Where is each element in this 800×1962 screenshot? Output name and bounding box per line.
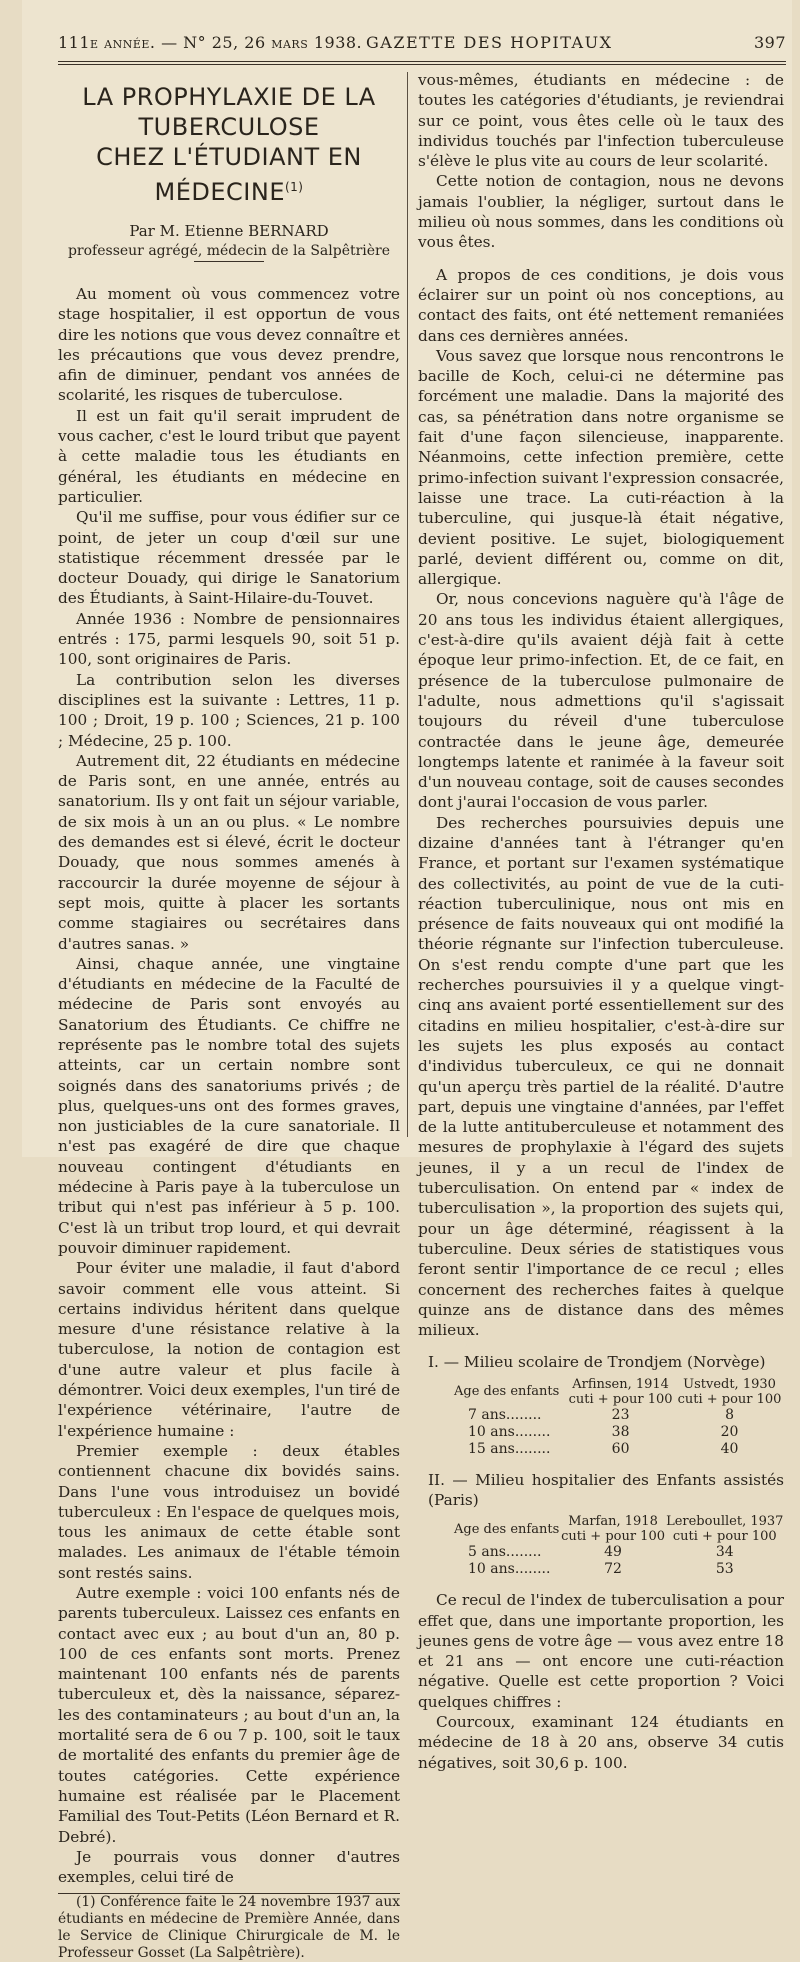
paragraph: Je pourrais vous donner d'autres exemples, celui tiré de: [58, 1847, 400, 1887]
header-rule: [58, 61, 786, 62]
paragraph: Au moment où vous commencez votre stage hospitalier, il est opportun de vous dire les notions que vous devez connaître et les précautions que vous devez prendre, afin de diminuer, pendant vos années de scolarité, les risques de tuberculose.: [58, 285, 400, 405]
paragraph: Autrement dit, 22 étudiants en médecine de Paris sont, en une année, entrés au sanatorium. Ils y ont fait un séjour variable, de six mois à un an ou plus. « Le nombre des demandes est si élevé, écrit le docteur Douady, que nous sommes amenés à raccourcir la durée moyenne de séjour à sept mois, quitte à placer les sortants comme stagiaires ou secrétaires dans d'autres sanas. »: [58, 751, 400, 953]
column-divider: [407, 72, 408, 1137]
paragraph: La contribution selon les diverses disciplines est la suivante : Lettres, 11 p. 100 ; Droit, 19 p. 100 ; Sciences, 21 p. 100 ; Médecine, 25 p. 100.: [58, 670, 400, 750]
paragraph: Cette notion de contagion, nous ne devons jamais l'oublier, la négliger, surtout dans le milieu où nous sommes, dans les conditions où vous êtes.: [418, 172, 784, 252]
table-row: 5 ans........ 49 34: [468, 1544, 734, 1561]
title-line-1: LA PROPHYLAXIE DE LA TUBERCULOSE: [82, 83, 376, 141]
paragraph: Ce recul de l'index de tuberculisation a pour effet que, dans une importante proportion, les jeunes gens de votre âge — vous avez entre 18 et 21 ans — ont encore une cuti-réaction négative. Quelle est cette proportion ? Voici quelques chiffres :: [418, 1591, 784, 1711]
paragraph: Vous savez que lorsque nous rencontrons le bacille de Koch, celui-ci ne détermine pas forcément une maladie. Dans la majorité des cas, sa pénétration dans notre organisme se fait d'une façon silencieuse, inapparente. Néanmoins, cette infection première, cette primo-infection suivant l'expression consacrée, laisse une trace. La cuti-réaction à la tuberculine, qui jusque-là était négative, devient positive. Le sujet, biologiquement parlé, devient différent ou, comme on dit, allergique.: [418, 346, 784, 589]
paragraph: Des recherches poursuivies depuis une dizaine d'années tant à l'étranger qu'en France, et portant sur l'examen systématique des collectivités, au point de vue de la cuti-réaction tuberculinique, nous ont mis en présence de faits nouveaux qui ont modifié la théorie régnante sur l'infection tuberculeuse. On s'est rendu compte d'une part que les recherches poursuivies il y a quelque vingt-cinq ans avaient porté essentiellement sur des citadins en milieu hospitalier, c'est-à-dire sur les sujets les plus exposés au contact d'individus tuberculeux, ce qui ne donnait qu'un aperçu très partiel de la réalité. D'autre part, depuis une vingtaine d'années, par l'effet de la lutte antituberculeuse et notamment des mesures de prophylaxie à l'égard des sujets jeunes, il y a un recul de l'index de tuberculisation. On entend par « index de tuberculisation », la proportion des sujets qui, pour un âge déterminé, réagissent à la tuberculine. Deux séries de statistiques vous feront sentir l'importance de ce recul ; elles concernent des recherches faites à quelque quinze ans de distance dans des mêmes milieux.: [418, 813, 784, 1340]
table-header-a: Marfan, 1918 cuti + pour 100: [561, 1514, 665, 1545]
paragraph: vous-mêmes, étudiants en médecine : de toutes les catégories d'étudiants, je reviendrai sur ce point, vous êtes celle où le taux des individus touchés par l'infection tuberculeuse s'élève le plus vite au cours de leur scolarité.: [418, 71, 784, 171]
table-header-age: Age des enfants: [454, 1384, 560, 1400]
table-1: [418, 1377, 784, 1458]
running-head: [58, 33, 786, 59]
table-row: 10 ans........ 38 20: [468, 1423, 739, 1440]
paragraph: Qu'il me suffise, pour vous édifier sur ce point, de jeter un coup d'œil sur une statistique récemment dressée par le docteur Douady, qui dirige le Sanatorium des Étudiants, à Saint-Hilaire-du-Touvet.: [58, 508, 400, 608]
table-1-title: I. — Milieu scolaire de Trondjem (Norvège): [428, 1353, 766, 1372]
paragraph: Année 1936 : Nombre de pensionnaires entrés : 175, parmi lesquels 90, soit 51 p. 100, sont originaires de Paris.: [58, 609, 400, 669]
left-column: [58, 70, 400, 1962]
table-header-a: Arfinsen, 1914 cuti + pour 100: [568, 1376, 673, 1407]
table-2: [418, 1514, 784, 1578]
title-footnote-marker: (1): [284, 180, 304, 194]
table-header-row: [418, 1514, 784, 1544]
table-row: 7 ans........ 23 8: [468, 1406, 734, 1423]
paragraph: Premier exemple : deux étables contiennent chacune dix bovidés sains. Dans l'une vous introduisez un bovidé tuberculeux : En l'espace de quelques mois, tous les animaux de cette étable sont malades. Les animaux de l'étable témoin sont restés sains.: [58, 1441, 400, 1582]
footnote: (1) Conférence faite le 24 novembre 1937 aux étudiants en médecine de Première Année, dans le Service de Clinique Chirurgicale de M. le Professeur Gosset (La Salpêtrière).: [58, 1894, 400, 1962]
paragraph: A propos de ces conditions, je dois vous éclairer sur un point où nos conceptions, au contact des faits, ont été nettement remaniées dans ces dernières années.: [418, 265, 784, 345]
table-2-title: II. — Milieu hospitalier des Enfants assistés (Paris): [428, 1470, 784, 1509]
table-header-b: Ustvedt, 1930 cuti + pour 100: [677, 1376, 782, 1407]
paragraph: Il est un fait qu'il serait imprudent de vous cacher, c'est le lourd tribut que payent à cette maladie tous les étudiants en général, les étudiants en médecine en particulier.: [58, 406, 400, 506]
table-header-b: Lereboullet, 1937 cuti + pour 100: [666, 1514, 784, 1545]
page-number: 397: [753, 33, 786, 52]
title-separator: [194, 261, 264, 262]
journal-name: GAZETTE DES HOPITAUX: [366, 33, 613, 52]
paragraph: Courcoux, examinant 124 étudiants en médecine de 18 à 20 ans, observe 34 cutis négatives, soit 30,6 p. 100.: [418, 1713, 784, 1772]
article-author: Par M. Etienne BERNARD: [129, 222, 329, 240]
paragraph: Pour éviter une maladie, il faut d'abord savoir comment elle vous atteint. Si certains individus héritent dans quelque mesure d'une résistance relative à la tuberculose, la notion de contagion est d'une autre valeur et plus facile à démontrer. Voici deux exemples, l'un tiré de l'expérience vétérinaire, l'autre de l'expérience humaine :: [58, 1259, 400, 1440]
paragraph: Or, nous concevions naguère qu'à l'âge de 20 ans tous les individus étaient allergiques, c'est-à-dire qu'ils avaient déjà fait à cette époque leur primo-infection. Et, de ce fait, en présence de la tuberculose pulmonaire de l'adulte, nous admettions qu'il s'agissait toujours du réveil d'une tuberculose contractée dans le jeune âge, demeurée longtemps latente et ranimée à la faveur soit d'un nouveau contage, soit de causes secondes dont j'aurai l'occasion de vous parler.: [418, 590, 784, 812]
table-header-row: [418, 1377, 784, 1407]
title-line-2: CHEZ L'ÉTUDIANT EN MÉDECINE: [96, 143, 362, 206]
issue-info: 111e année. — N° 25, 26 mars 1938.: [58, 33, 363, 52]
paragraph: Autre exemple : voici 100 enfants nés de parents tuberculeux. Laissez ces enfants en contact avec eux ; au bout d'un an, 80 p. 100 de ces enfants sont morts. Prenez maintenant 100 enfants nés de parents tuberculeux et, dès la naissance, séparez-les des contaminateurs ; au bout d'un an, la mortalité sera de 6 ou 7 p. 100, soit le taux de mortalité des enfants du premier âge de toutes catégories. Cette expérience humaine est réalisée par le Placement Familial des Tout-Petits (Léon Bernard et R. Debré).: [58, 1584, 400, 1846]
table-header-age: Age des enfants: [454, 1521, 560, 1537]
table-row: 10 ans........ 72 53: [468, 1561, 734, 1578]
header-rule-double: [58, 64, 786, 65]
article-title: [58, 82, 400, 207]
journal-page: [22, 0, 792, 1962]
paragraph: Ainsi, chaque année, une vingtaine d'étudiants en médecine de la Faculté de médecine de Paris sont envoyés au Sanatorium des Étudiants. Ce chiffre ne représente pas le nombre total des sujets atteints, car un certain nombre sont soignés dans des sanatoriums privés ; de plus, quelques-uns ont des formes graves, non justiciables de la cure sanatoriale. Il n'est pas exagéré de dire que chaque nouveau contingent d'étudiants en médecine à Paris paye à la tuberculose un tribut qui n'est pas inférieur à 5 p. 100. C'est là un tribut trop lourd, et qui devrait pouvoir diminuer rapidement.: [58, 954, 400, 1257]
author-affiliation: professeur agrégé, médecin de la Salpêtrière: [67, 243, 391, 259]
table-row: 15 ans........ 60 40: [468, 1440, 739, 1457]
right-column: [418, 70, 784, 1773]
